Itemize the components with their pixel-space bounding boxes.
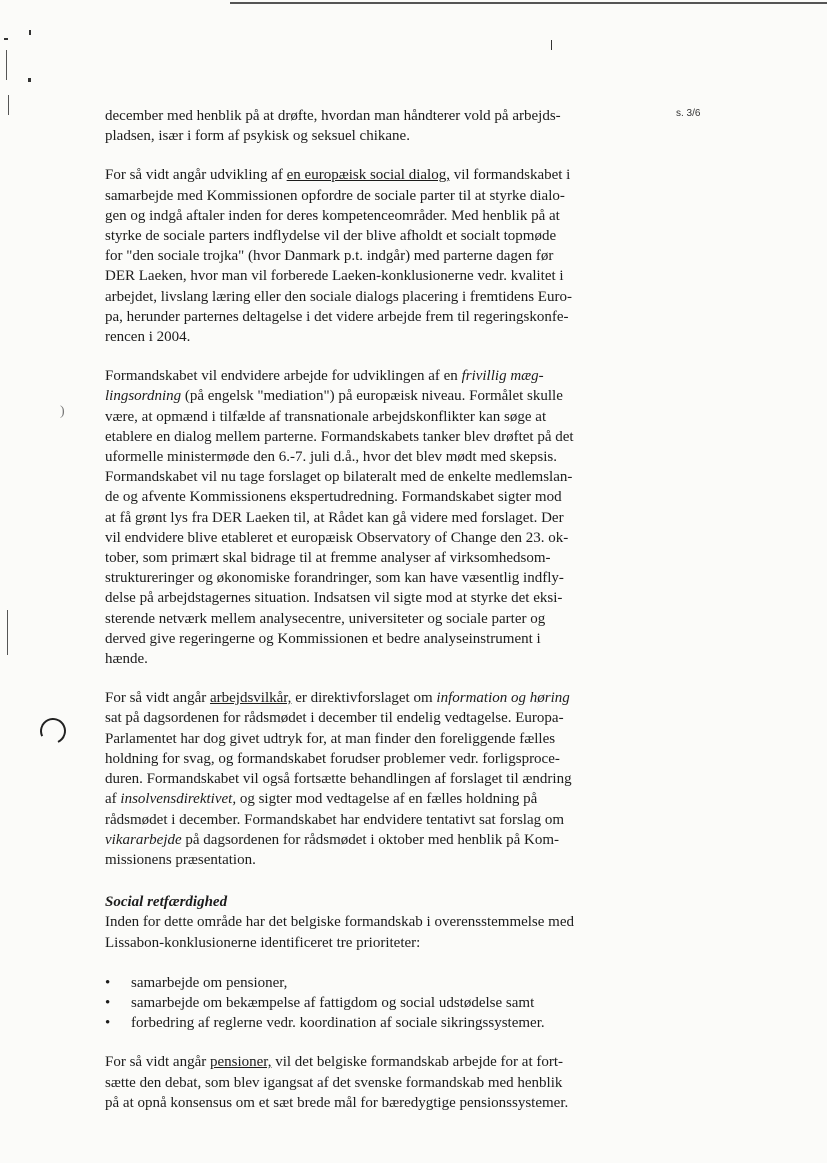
text-line [105, 266, 625, 286]
bullet-icon: • [105, 974, 111, 991]
text-line [105, 186, 625, 206]
priority-list [105, 973, 625, 1034]
text-run: DER Laeken, hvor man vil forberede Laeken-konklusionerne vedr. kvalitet i [105, 268, 564, 285]
paragraph [105, 688, 625, 870]
text-run: sterende netværk mellem analysecentre, universiteter og sociale parter og [105, 610, 546, 627]
text-run: pa, herunder parternes deltagelse i det videre arbejde frem til regeringskonfe- [105, 308, 569, 325]
text-line [105, 427, 625, 447]
text-run: på dagsordenen for rådsmødet i oktober med henblik på Kom- [181, 831, 560, 848]
text-run: arbejdet, livslang læring eller den sociale dialogs placering i fremtidens Euro- [105, 288, 572, 305]
text-line [105, 447, 625, 467]
italic-text: insolvensdirektivet, [120, 791, 237, 808]
text-run: derved give regeringerne og Kommissionen et bedre analyseinstrument i [105, 630, 541, 647]
text-run: og sigter mod vedtagelse af en fælles holdning på [236, 791, 538, 808]
list-item-text: samarbejde om bekæmpelse af fattigdom og social udstødelse samt [131, 994, 535, 1011]
text-run: For så vidt angår udvikling af [105, 167, 287, 184]
text-run: struktureringer og økonomiske forandringer, som kan have væsentlig indfly- [105, 570, 564, 587]
text-line [105, 1052, 625, 1072]
text-run: være, at opmænd i tilfælde af transnationale arbejdskonflikter kan søge at [105, 408, 547, 425]
scan-mark [551, 40, 552, 50]
italic-text: vikararbejde [105, 831, 182, 848]
text-line [105, 407, 625, 427]
text-line [105, 729, 625, 749]
text-run: sætte den debat, som blev igangsat af det svenske formandskab med henblik [105, 1074, 563, 1091]
text-line [105, 810, 625, 830]
text-line [105, 933, 625, 953]
italic-text: frivillig mæg- [461, 368, 544, 385]
text-line [105, 246, 625, 266]
text-run: for "den sociale trojka" (hvor Danmark p.t. indgår) med parterne dagen før [105, 248, 554, 265]
text-run: holdning for svag, og formandskabet forudser problemer vedr. forligsproce- [105, 750, 560, 767]
text-run: pladsen, især i form af psykisk og seksuel chikane. [105, 128, 410, 145]
section-heading: Social retfærdighed [105, 894, 228, 911]
text-line [105, 649, 625, 669]
list-item-text: samarbejde om pensioner, [131, 974, 288, 991]
text-run: gen og indgå aftaler inden for deres kompetenceområder. Med henblik på at [105, 207, 560, 224]
text-run: Lissabon-konklusionerne identificeret tre prioriteter: [105, 934, 421, 951]
list-item [105, 1013, 625, 1033]
list-item [105, 973, 625, 993]
paragraph [105, 366, 625, 669]
scan-margin-line [6, 50, 7, 80]
text-run: vil det belgiske formandskab arbejde for at fort- [271, 1054, 564, 1071]
text-run: vil formandskabet i [449, 167, 571, 184]
text-line [105, 386, 625, 406]
text-run: Formandskabet vil endvidere arbejde for udviklingen af en [105, 368, 462, 385]
text-run: at få grønt lys fra DER Laeken til, at Rådet kan gå videre med forslaget. Der [105, 509, 564, 526]
text-run: er direktivforslaget om [291, 690, 437, 707]
text-line [105, 327, 625, 347]
text-line [105, 1073, 625, 1093]
hole-punch-mark [36, 714, 69, 747]
underlined-text: en europæisk social dialog, [286, 167, 450, 184]
text-line [105, 688, 625, 708]
underlined-text: pensioner, [209, 1054, 272, 1071]
italic-text: lingsordning [105, 388, 182, 405]
section-intro [105, 912, 625, 952]
list-item-text: forbedring af reglerne vedr. koordination af sociale sikringssystemer. [131, 1015, 545, 1032]
paragraph [105, 106, 625, 146]
text-run: etablere en dialog mellem parterne. Formandskabets tanker blev drøftet på det [105, 428, 574, 445]
text-run: vil endvidere blive etableret et europæisk Observatory of Change den 23. ok- [105, 529, 569, 546]
text-run: Formandskabet vil nu tage forslaget op bilateralt med de enkelte medlemslan- [105, 469, 573, 486]
text-line [105, 106, 625, 126]
text-run: de og afvente Kommissionens ekspertudredning. Formandskabet sigter mod [105, 489, 562, 506]
text-run: (på engelsk "mediation") på europæisk niveau. Formålet skulle [181, 388, 563, 405]
text-line [105, 912, 625, 932]
scan-mark [28, 78, 31, 82]
paragraphs [105, 106, 625, 870]
text-run: Inden for dette område har det belgiske formandskab i overensstemmelse med [105, 914, 575, 931]
text-line [105, 850, 625, 870]
text-line [105, 226, 625, 246]
text-run: uformelle ministermøde den 6.-7. juli d.å., hvor det blev mødt med skepsis. [105, 449, 557, 466]
text-run: december med henblik på at drøfte, hvordan man håndterer vold på arbejds- [105, 108, 561, 124]
text-run: af [105, 791, 121, 808]
list-item [105, 993, 625, 1013]
document-body [105, 106, 625, 1132]
text-line [105, 708, 625, 728]
text-line [105, 749, 625, 769]
italic-text: information og høring [436, 690, 570, 707]
text-run: duren. Formandskabet vil også fortsætte behandlingen af forslaget til ændring [105, 771, 572, 788]
final-paragraph [105, 1052, 625, 1113]
text-line [105, 528, 625, 548]
scan-mark [4, 38, 8, 40]
text-line [105, 307, 625, 327]
text-run: sat på dagsordenen for rådsmødet i december til endelig vedtagelse. Europa- [105, 710, 564, 727]
text-line [105, 609, 625, 629]
text-line [105, 287, 625, 307]
text-run: samarbejde med Kommissionen opfordre de sociale parter til at styrke dialo- [105, 187, 565, 204]
text-run: rencen i 2004. [105, 329, 191, 346]
bullet-icon: • [105, 994, 111, 1011]
text-line [105, 467, 625, 487]
text-line [105, 588, 625, 608]
page-number: s. 3/6 [676, 108, 701, 119]
text-run: For så vidt angår [105, 1054, 210, 1071]
text-line [105, 769, 625, 789]
text-line [105, 548, 625, 568]
text-line [105, 830, 625, 850]
text-run: på at opnå konsensus om et sæt brede mål for bæredygtige pensionssystemer. [105, 1094, 569, 1111]
scan-bracket-mark: ) [60, 404, 65, 419]
text-run: delse på arbejdstagernes situation. Indsatsen vil sigte mod at styrke det eksi- [105, 590, 563, 607]
text-run: missionens præsentation. [105, 851, 256, 868]
text-line [105, 508, 625, 528]
text-run: rådsmødet i december. Formandskabet har endvidere tentativt sat forslag om [105, 811, 565, 828]
text-line [105, 366, 625, 386]
text-line [105, 1093, 625, 1113]
underlined-text: arbejdsvilkår, [209, 690, 292, 707]
text-run: Parlamentet har dog givet udtryk for, at man finder den foreliggende fælles [105, 730, 556, 747]
text-line [105, 126, 625, 146]
text-line [105, 487, 625, 507]
text-run: hænde. [105, 651, 148, 668]
text-run: styrke de sociale parters indflydelse vil der blive afholdt et socialt topmøde [105, 228, 557, 245]
scan-margin-line [7, 610, 8, 655]
text-run: tober, som primært skal bidrage til at fremme analyser af virksomhedsom- [105, 550, 551, 567]
text-line [105, 629, 625, 649]
text-run: For så vidt angår [105, 690, 210, 707]
text-line [105, 206, 625, 226]
scan-mark [29, 30, 31, 35]
scan-top-edge [230, 2, 827, 4]
text-line [105, 165, 625, 185]
text-line [105, 568, 625, 588]
paragraph [105, 165, 625, 347]
text-line [105, 789, 625, 809]
scan-margin-line [8, 95, 9, 115]
bullet-icon: • [105, 1015, 111, 1032]
